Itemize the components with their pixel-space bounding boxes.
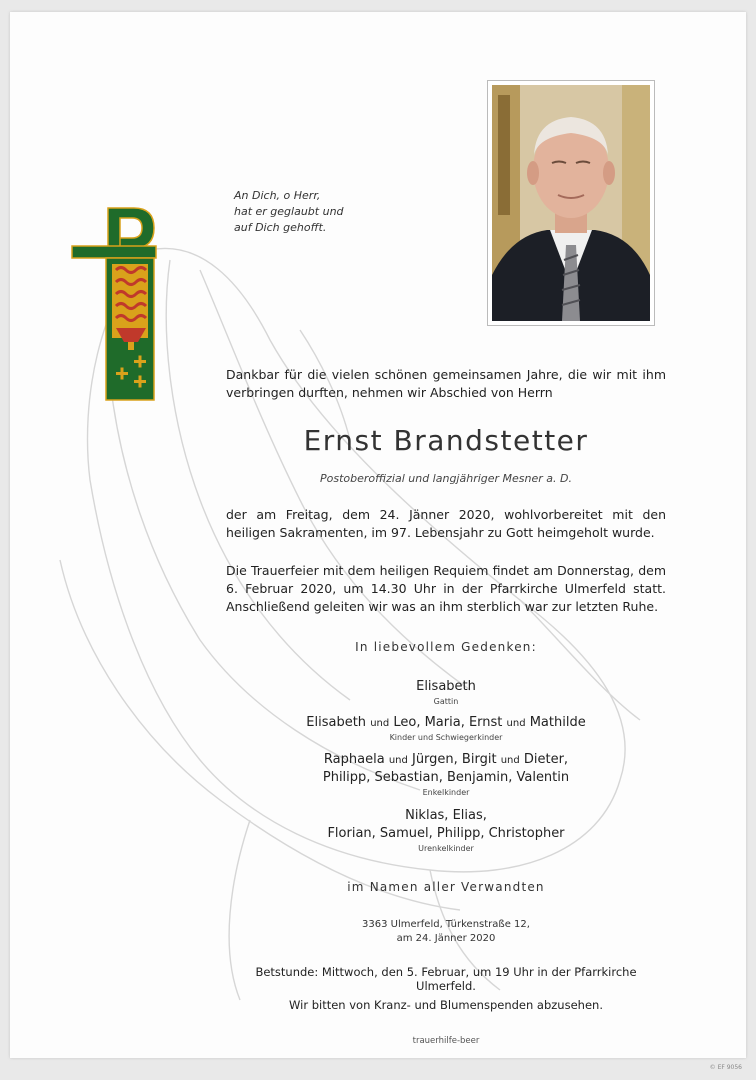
grandchild-name: Jürgen, Birgit [411, 752, 497, 767]
portrait-photo [492, 85, 650, 321]
portrait-frame [487, 80, 655, 326]
child-name: Leo, Maria, Ernst [393, 715, 503, 730]
address-date: am 24. Jänner 2020 [396, 933, 496, 944]
family-great-grandchildren-line-2: Florian, Samuel, Philipp, Christopher [327, 826, 565, 841]
corner-mark: © EF 9056 [709, 1064, 742, 1071]
und-connector: und [370, 718, 390, 729]
child-name: Elisabeth [306, 715, 367, 730]
address-line: 3363 Ulmerfeld, Türkenstraße 12, [362, 919, 530, 930]
intro-text: Dankbar für die vielen schönen gemeinsamen Jahre, die wir mit ihm verbringen durften, nehmen wir Abschied von Herrn [226, 367, 666, 400]
family-wife: Elisabeth [416, 679, 476, 694]
und-connector: und [500, 755, 520, 766]
chi-rho-cross-icon [68, 200, 160, 405]
deceased-name: Ernst Brandstetter [303, 424, 589, 457]
family-grandchildren-line-1 [226, 751, 666, 770]
verse [234, 188, 344, 236]
address-block [226, 918, 666, 946]
grandchild-name: Raphaela [323, 752, 385, 767]
family-children-role: Kinder und Schwiegerkinder [389, 733, 503, 742]
family-wife-role: Gattin [433, 697, 459, 706]
memory-heading: In liebevollem Gedenken: [355, 640, 537, 654]
family-children [226, 714, 666, 733]
verse-line-1: An Dich, o Herr, [234, 189, 321, 202]
und-connector: und [388, 755, 408, 766]
funeral-text: Die Trauerfeier mit dem heiligen Requiem findet am Donnerstag, dem 6. Februar 2020, um 14.30 Uhr in der Pfarrkirche Ulmerfeld statt. Anschließend geleiten wir was an ihm sterblich war zur letzten Ruhe. [226, 563, 666, 614]
family-grandchildren-line-2: Philipp, Sebastian, Benjamin, Valentin [322, 770, 570, 785]
family-great-grandchildren-role: Urenkelkinder [418, 844, 474, 853]
child-name: Mathilde [529, 715, 586, 730]
footer-brand: trauerhilfe-beer [412, 1036, 480, 1046]
verse-line-2: hat er geglaubt und [234, 205, 344, 218]
verse-line-3: auf Dich gehofft. [234, 221, 327, 234]
deceased-title: Postoberoffizial und langjähriger Mesner a. D. [320, 472, 572, 485]
family-great-grandchildren-line-1: Niklas, Elias, [405, 808, 487, 823]
prayer-hour: Betstunde: Mittwoch, den 5. Februar, um 19 Uhr in der Pfarrkirche Ulmerfeld. [255, 965, 637, 993]
relatives-line: im Namen aller Verwandten [347, 880, 545, 894]
grandchild-name: Dieter, [523, 752, 569, 767]
und-connector: und [506, 718, 526, 729]
donations-note: Wir bitten von Kranz- und Blumenspenden abzusehen. [289, 998, 603, 1012]
death-text: der am Freitag, dem 24. Jänner 2020, wohlvorbereitet mit den heiligen Sakramenten, im 97. Lebensjahr zu Gott heimgeholt wurde. [226, 507, 666, 540]
family-grandchildren-role: Enkelkinder [422, 788, 470, 797]
